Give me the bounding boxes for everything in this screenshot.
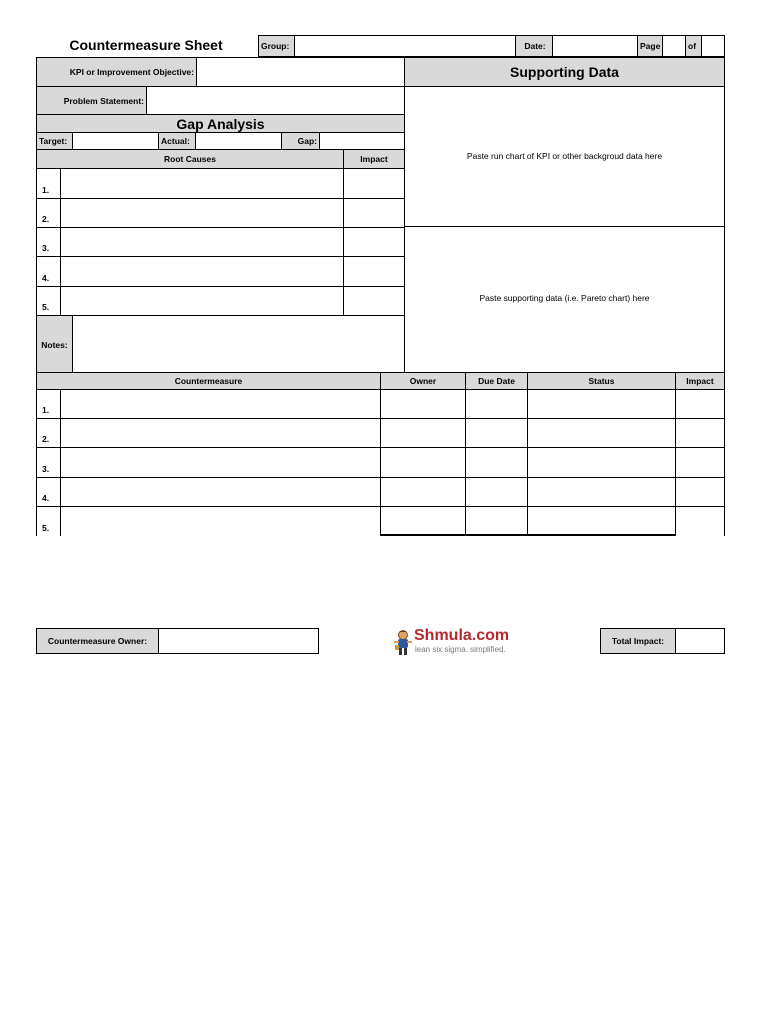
pareto-paste-area[interactable] (404, 226, 725, 373)
root-cause-field[interactable] (60, 256, 344, 287)
shmula-logo (392, 627, 532, 659)
countermeasure-field[interactable] (60, 447, 381, 478)
mascot-icon (392, 629, 414, 657)
root-cause-field[interactable] (60, 286, 344, 316)
countermeasure-impact-field[interactable] (675, 389, 725, 419)
status-field[interactable] (527, 447, 676, 478)
countermeasure-number: 4. (36, 477, 61, 507)
countermeasure-number: 2. (36, 418, 61, 448)
root-cause-number: 5. (36, 286, 61, 316)
root-cause-impact-field[interactable] (343, 198, 405, 228)
root-cause-impact-field[interactable] (343, 168, 405, 199)
root-cause-impact-field[interactable] (343, 286, 405, 316)
status-field[interactable] (527, 418, 676, 448)
countermeasure-field[interactable] (60, 389, 381, 419)
root-causes-header: Root Causes (36, 149, 344, 169)
actual-field[interactable] (195, 132, 282, 150)
gap-label: Gap: (281, 132, 320, 150)
countermeasure-impact-field[interactable] (675, 477, 725, 507)
root-cause-impact-field[interactable] (343, 227, 405, 257)
actual-label: Actual: (158, 132, 196, 150)
countermeasure-owner-label: Countermeasure Owner: (36, 628, 159, 654)
supporting-data-title: Supporting Data (404, 57, 725, 87)
due-date-field[interactable] (465, 506, 528, 536)
status-field[interactable] (527, 506, 676, 536)
logo-name: Shmula.com (414, 627, 510, 644)
countermeasure-impact-field[interactable] (675, 506, 725, 536)
total-impact-field[interactable] (675, 628, 725, 654)
root-cause-field[interactable] (60, 168, 344, 199)
owner-field[interactable] (380, 389, 466, 419)
countermeasure-number: 1. (36, 389, 61, 419)
root-cause-number: 1. (36, 168, 61, 199)
run-chart-paste-area[interactable] (404, 86, 725, 227)
target-label: Target: (36, 132, 73, 150)
root-cause-field[interactable] (60, 198, 344, 228)
root-cause-number: 4. (36, 256, 61, 287)
status-field[interactable] (527, 389, 676, 419)
countermeasure-field[interactable] (60, 418, 381, 448)
countermeasure-impact-field[interactable] (675, 447, 725, 478)
countermeasure-number: 3. (36, 447, 61, 478)
group-field[interactable] (294, 35, 516, 57)
date-field[interactable] (552, 35, 638, 57)
kpi-field[interactable] (196, 57, 405, 87)
pareto-hint: Paste supporting data (i.e. Pareto chart) here (479, 293, 650, 303)
due-date-field[interactable] (465, 477, 528, 507)
gap-field[interactable] (319, 132, 405, 150)
notes-field[interactable] (72, 315, 405, 373)
page-label: Page (637, 35, 663, 57)
countermeasure-field[interactable] (60, 477, 381, 507)
date-label: Date: (515, 35, 553, 57)
owner-field[interactable] (380, 477, 466, 507)
owner-header: Owner (380, 372, 466, 390)
countermeasure-impact-field[interactable] (675, 418, 725, 448)
status-field[interactable] (527, 477, 676, 507)
page-number-field[interactable] (662, 35, 686, 57)
owner-field[interactable] (380, 506, 466, 536)
gap-analysis-title: Gap Analysis (36, 114, 405, 133)
group-label: Group: (258, 35, 295, 57)
target-field[interactable] (72, 132, 159, 150)
root-cause-number: 2. (36, 198, 61, 228)
countermeasure-impact-header: Impact (675, 372, 725, 390)
notes-label: Notes: (36, 315, 73, 373)
root-causes-impact-header: Impact (343, 149, 405, 169)
due-date-field[interactable] (465, 418, 528, 448)
owner-field[interactable] (380, 447, 466, 478)
countermeasure-number: 5. (36, 506, 61, 536)
countermeasure-owner-field[interactable] (158, 628, 319, 654)
owner-field[interactable] (380, 418, 466, 448)
due-date-field[interactable] (465, 389, 528, 419)
page-total-field[interactable] (701, 35, 725, 57)
sheet-title: Countermeasure Sheet (69, 37, 223, 53)
kpi-label: KPI or Improvement Objective: (36, 57, 197, 87)
due-date-header: Due Date (465, 372, 528, 390)
run-chart-hint: Paste run chart of KPI or other backgroud data here (466, 150, 663, 161)
root-cause-field[interactable] (60, 227, 344, 257)
problem-statement-label: Problem Statement: (36, 86, 147, 115)
total-impact-label: Total Impact: (600, 628, 676, 654)
problem-statement-field[interactable] (146, 86, 405, 115)
of-label: of (685, 35, 702, 57)
root-cause-impact-field[interactable] (343, 256, 405, 287)
countermeasure-header: Countermeasure (36, 372, 381, 390)
logo-tagline: lean six sigma. simplified. (415, 645, 506, 654)
countermeasure-field[interactable] (60, 506, 381, 536)
root-cause-number: 3. (36, 227, 61, 257)
status-header: Status (527, 372, 676, 390)
due-date-field[interactable] (465, 447, 528, 478)
